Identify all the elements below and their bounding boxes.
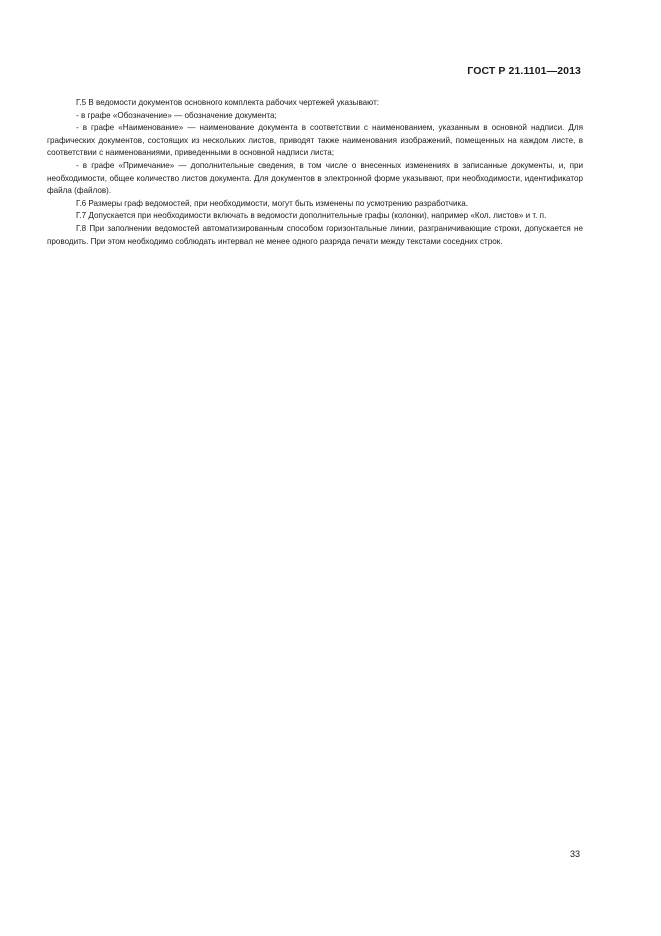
document-code-header: ГОСТ Р 21.1101—2013 [467,65,581,77]
page-number: 33 [569,849,580,859]
paragraph-g6: Г.6 Размеры граф ведомостей, при необходимости, могут быть изменены по усмотрению разработчика. [76,198,468,208]
paragraph-g7: Г.7 Допускается при необходимости включать в ведомости дополнительные графы (колонки), например «Кол. листов» и т. п. [76,211,547,221]
paragraph-designation: - в графе «Обозначение» — обозначение документа; [76,110,277,120]
paragraph-g8: Г.8 При заполнении ведомостей автоматизированным способом горизонтальные линии, разграничивающие строки, допускается не проводить. При этом необходимо соблюдать интервал не менее одного разряда печати между текстами соседних строк. [47,223,583,246]
paragraph-note: - в графе «Примечание» — дополнительные сведения, в том числе о внесенных изменениях в записанные документы, и, при необходимости, общее количество листов документа. Для документов в электронной форме указывают, при необходимости, идентификатор файла (файлов). [47,160,583,196]
paragraph-name: - в графе «Наименование» — наименование документа в соответствии с наименованием, указанным в основной надписи. Для графических документов, состоящих из нескольких листов, приводят также наименования изображений, помещенных на каждом листе, в соответствии с наименованиями, приведенными в основной надписи листа; [47,123,583,158]
document-body [47,97,583,248]
paragraph-g5: Г.5 В ведомости документов основного комплекта рабочих чертежей указывают: [76,98,380,107]
